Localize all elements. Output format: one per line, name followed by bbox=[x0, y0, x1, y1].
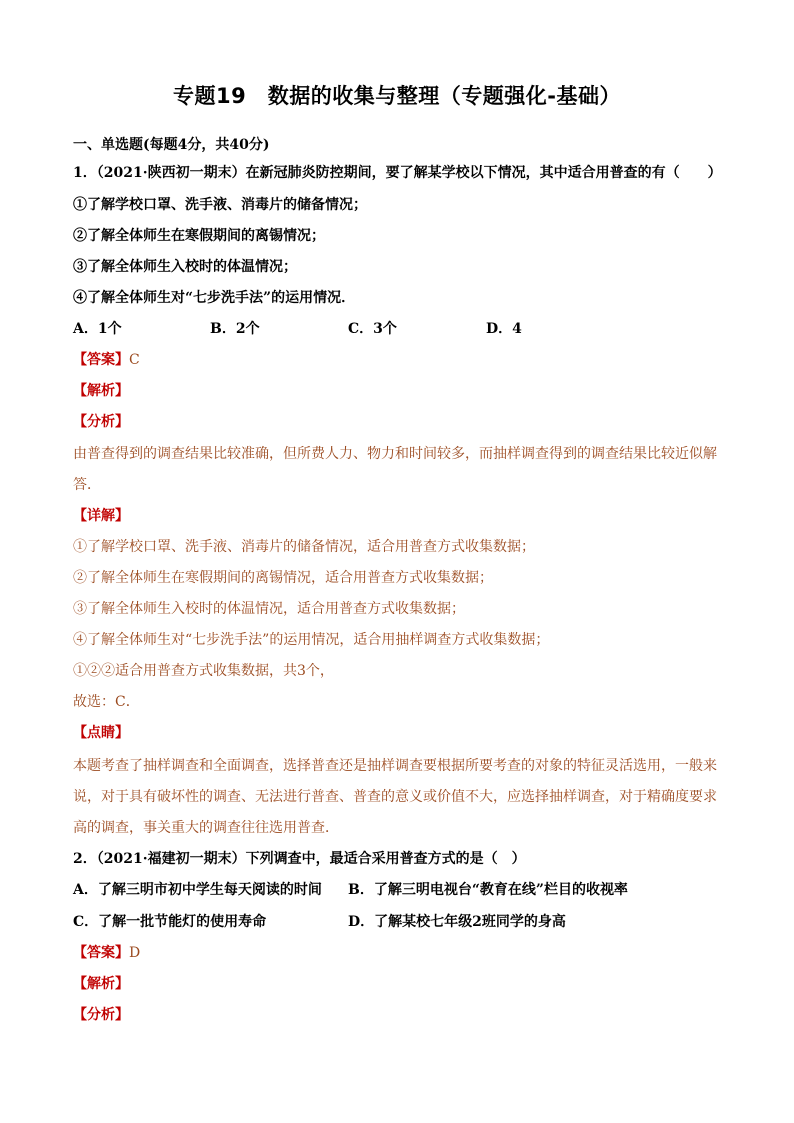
q2-analysis-tag: 【解析】 bbox=[73, 976, 129, 992]
q1-xiangjie-line-3: ③了解全体师生入校时的体温情况，适合用普查方式收集数据； bbox=[73, 601, 465, 617]
q1-xiangjie-line-6: 故选：C． bbox=[73, 694, 140, 710]
q1-item-4: ④了解全体师生对“七步洗手法”的运用情况． bbox=[73, 290, 356, 306]
q1-fenxi-line-2: 答． bbox=[73, 477, 101, 493]
q1-fenxi-line-1: 由普查得到的调查结果比较准确，但所费人力、物力和时间较多，而抽样调查得到的调查结果比较近似解 bbox=[73, 446, 717, 462]
q2-option-c: C．了解一批节能灯的使用寿命 bbox=[73, 914, 267, 930]
q1-stem: 1．（2021·陕西初一期末）在新冠肺炎防控期间，要了解某学校以下情况，其中适合用普查的有（ ） bbox=[73, 165, 722, 181]
answer-tag: 【答案】 bbox=[73, 945, 129, 961]
q1-answer bbox=[73, 351, 140, 369]
q2-option-b: B．了解三明电视台“教育在线”栏目的收视率 bbox=[348, 882, 628, 898]
section-heading: 一、单选题(每题4分，共40分) bbox=[73, 137, 270, 153]
q1-item-2: ②了解全体师生在寒假期间的离锡情况； bbox=[73, 228, 325, 244]
q2-option-a: A．了解三明市初中学生每天阅读的时间 bbox=[73, 882, 322, 898]
answer-value: D bbox=[129, 945, 141, 961]
q2-fenxi-tag: 【分析】 bbox=[73, 1007, 129, 1023]
q1-option-b: B．2个 bbox=[210, 321, 260, 337]
q1-xiangjie-line-1: ①了解学校口罩、洗手液、消毒片的储备情况，适合用普查方式收集数据； bbox=[73, 539, 535, 555]
q1-analysis-tag: 【解析】 bbox=[73, 383, 129, 399]
q1-dianjing-tag: 【点睛】 bbox=[73, 725, 129, 741]
q1-option-c: C．3个 bbox=[348, 321, 397, 337]
q1-dianjing-line-3: 高的调查，事关重大的调查往往选用普查． bbox=[73, 820, 339, 836]
q1-item-3: ③了解全体师生入校时的体温情况； bbox=[73, 259, 297, 275]
q1-xiangjie-line-4: ④了解全体师生对“七步洗手法”的运用情况，适合用抽样调查方式收集数据； bbox=[73, 632, 550, 648]
q1-xiangjie-tag: 【详解】 bbox=[73, 508, 129, 524]
q2-stem: 2．（2021·福建初一期末）下列调查中，最适合采用普查方式的是（ ） bbox=[73, 851, 526, 867]
q1-xiangjie-line-5: ①②②适合用普查方式收集数据，共3个， bbox=[73, 663, 334, 679]
q1-dianjing-line-2: 说，对于具有破坏性的调查、无法进行普查、普查的意义或价值不大，应选择抽样调查，对于精确度要求 bbox=[73, 789, 717, 805]
q1-fenxi-tag: 【分析】 bbox=[73, 414, 129, 430]
q1-option-a: A．1个 bbox=[73, 321, 122, 337]
q2-answer bbox=[73, 944, 140, 962]
q1-xiangjie-line-2: ②了解全体师生在寒假期间的离锡情况，适合用普查方式收集数据； bbox=[73, 570, 493, 586]
q2-option-d: D．了解某校七年级2班同学的身高 bbox=[348, 914, 566, 930]
answer-tag: 【答案】 bbox=[73, 352, 129, 368]
document-title: 专题19 数据的收集与整理（专题强化-基础） bbox=[173, 84, 621, 108]
q1-option-d: D．4 bbox=[486, 321, 522, 337]
answer-value: C bbox=[129, 352, 140, 368]
q1-dianjing-line-1: 本题考查了抽样调查和全面调查，选择普查还是抽样调查要根据所要考查的对象的特征灵活选用，一般来 bbox=[73, 758, 717, 774]
q1-item-1: ①了解学校口罩、洗手液、消毒片的储备情况； bbox=[73, 197, 367, 213]
